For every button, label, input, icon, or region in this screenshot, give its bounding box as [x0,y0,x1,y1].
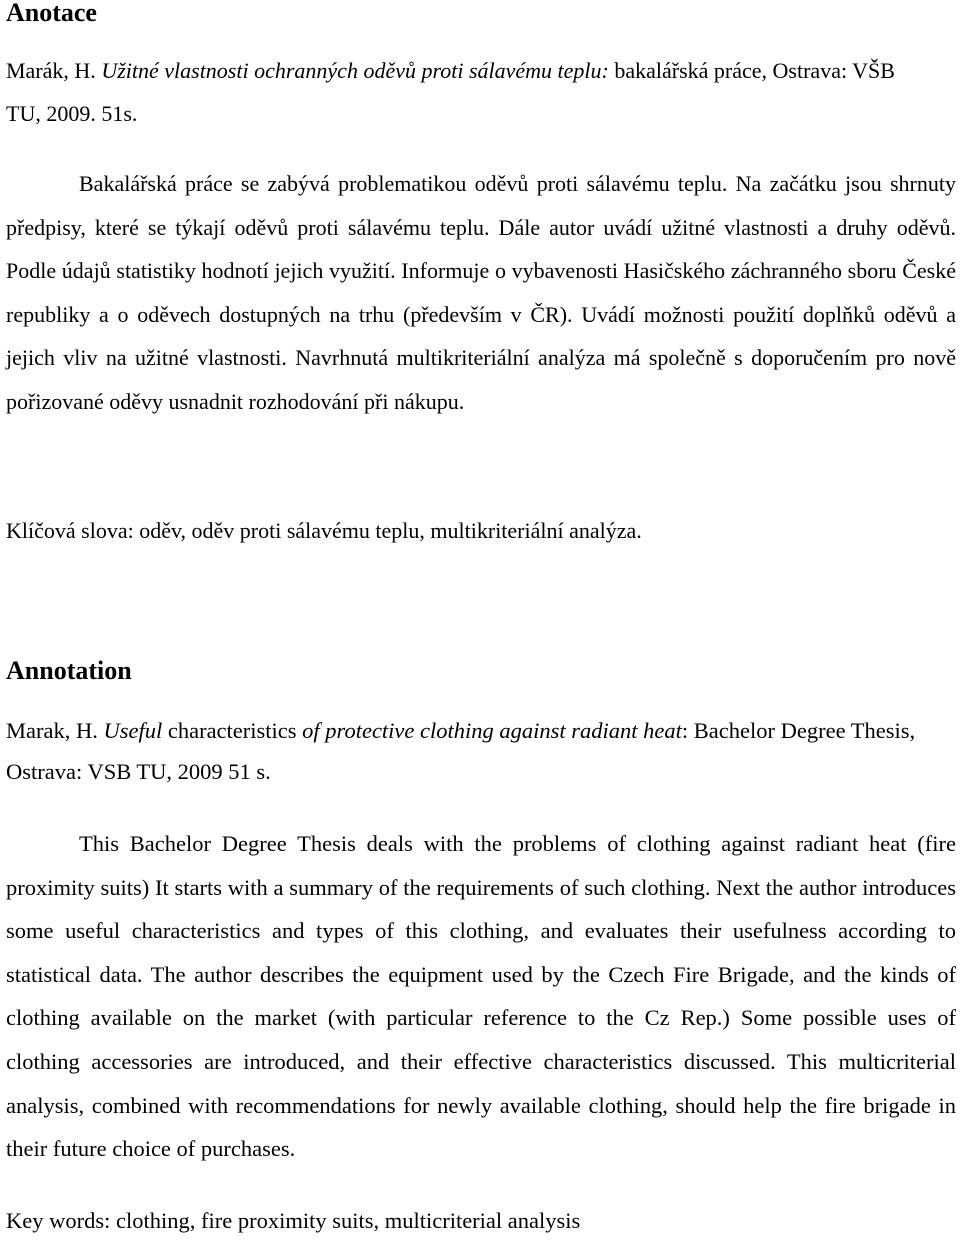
anotace-citation-author: Marák, H. [6,58,102,83]
annotation-citation-author: Marak, H. [6,718,104,743]
annotation-heading: Annotation [6,656,132,685]
annotation-citation [6,710,956,792]
annotation-citation-title-2: of protective clothing against radiant heat [302,718,682,743]
anotace-keywords: Klíčová slova: oděv, oděv proti sálavému teplu, multikriteriální analýza. [6,518,642,543]
anotace-abstract: Bakalářská práce se zabývá problematikou oděvů proti sálavému teplu. Na začátku jsou shrnuty předpisy, které se týkají oděvů proti sálavému teplu. Dále autor uvádí užitné vlastnosti a druhy oděvů. Podle údajů statistiky hodnotí jejich využití. Informuje o vybavenosti Hasičského záchranného sboru České republiky a o oděvech dostupných na trhu (především v ČR). Uvádí možnosti použití doplňků oděvů a jejich vliv na užitné vlastnosti. Navrhnutá multikriteriální analýza má společně s doporučením pro nově pořizované oděvy usnadnit rozhodování při nákupu. [6,171,956,414]
anotace-citation [6,49,906,135]
annotation-citation-mid: characteristics [162,718,303,743]
annotation-citation-rest: : Bachelor Degree Thesis, Ostrava: VSB TU, 2009 51 s. [6,718,916,784]
anotace-citation-title: Užitné vlastnosti ochranných oděvů proti sálavému teplu: [101,58,609,83]
annotation-abstract: This Bachelor Degree Thesis deals with the problems of clothing against radiant heat (fire proximity suits) It starts with a summary of the requirements of such clothing. Next the author introduces some useful characteristics and types of this clothing, and evaluates their usefulness according to statistical data. The author describes the equipment used by the Czech Fire Brigade, and the kinds of clothing available on the market (with particular reference to the Cz Rep.) Some possible uses of clothing accessories are introduced, and their effective characteristics discussed. This multicriterial analysis, combined with recommendations for newly available clothing, should help the fire brigade in their future choice of purchases. [6,831,956,1162]
annotation-keywords: Key words: clothing, fire proximity suits, multicriterial analysis [6,1208,581,1233]
anotace-citation-rest: bakalářská práce, Ostrava: VŠB TU, 2009. 51s. [6,58,895,126]
annotation-citation-title-1: Useful [103,718,163,743]
anotace-heading: Anotace [6,0,97,27]
